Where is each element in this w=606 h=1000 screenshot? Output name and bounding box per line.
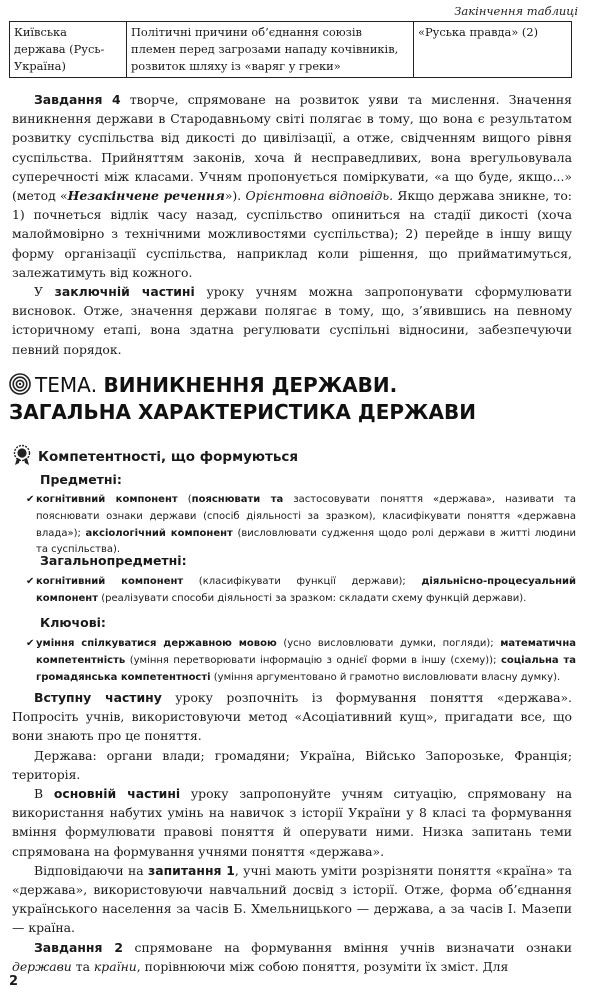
term: математична компетентність: [36, 638, 576, 666]
task4-text-2: »).: [224, 188, 246, 204]
text: застосовувати поняття «держава», називати та пояснювати ознаки держави (спосіб діяльності за зразком), класифікувати поняття «державна влада»);: [36, 494, 576, 539]
text-lower: [12, 688, 572, 976]
task2-text-3: , порівнюючи між собою поняття, розуміти їх зміст. Для: [136, 958, 509, 974]
text: (класифікувати функції держави);: [183, 576, 422, 587]
task4-text: творче, спрямоване на розвиток уяви та мислення. Значення виникнення держави в Стародавньому світі полягає в тому, що вона є результатом розвитку суспільства від дикості до цивілізації, а отже, свідченням вищого рівня суспільства. Прийняттям законів, хоча й несправедливих, вона врегульовувала суперечності між класами. Учням пропонується поміркувати, «а що буде, якщо...» (метод «: [12, 92, 572, 204]
term: когнітивний компонент: [36, 576, 184, 587]
text: (усно висловлювати думки, погляди);: [276, 638, 501, 649]
topic-line-2: ЗАГАЛЬНА ХАРАКТЕРИСТИКА ДЕРЖАВИ: [9, 400, 476, 424]
paragraph-question1: [12, 861, 572, 938]
spiral-icon: [9, 373, 31, 395]
subject-competencies-label: Предметні:: [40, 472, 122, 487]
intro-lead: Вступну частину: [34, 690, 162, 705]
table-cell-source: «Руська правда» (2): [414, 22, 572, 78]
main-lead: основній частині: [53, 786, 181, 802]
subject-competencies-item: [26, 492, 577, 559]
paragraph-intro: [12, 688, 572, 746]
term: пояснювати та: [191, 494, 284, 505]
text: (уміння аргументовано й грамотно висловлювати власну думку).: [210, 671, 561, 683]
task2-text: спрямоване на формування вміння учнів визначати ознаки: [123, 939, 572, 955]
text: (висловлювати судження щодо ролі держави в житті людини та суспільства).: [36, 527, 577, 556]
term: аксіологічний компонент: [85, 527, 233, 539]
task2-text-2: та: [71, 958, 94, 974]
competencies-heading-text: Компетентності, що формуються: [38, 449, 299, 465]
check-icon: ✔: [26, 494, 35, 505]
q1-pre: Відповідаючи на: [34, 862, 149, 878]
term: когнітивний компонент: [36, 494, 178, 505]
topic-label: ТЕМА.: [35, 373, 98, 397]
conclusion-text: уроку учням можна запропонувати сформулювати висновок. Отже, значення держави полягає в тому, що, з’явившись на певному історичному етапі, вона здатна регулювати суспільні відносини, забезпечуючи певний порядок.: [12, 284, 572, 357]
general-competencies-item: [26, 574, 576, 608]
term-country: країни: [93, 958, 137, 974]
page-number: 2: [9, 974, 19, 989]
task2-lead: Завдання 2: [34, 939, 123, 955]
paragraph-main: [12, 784, 572, 861]
table-cell-state: Київська держава (Русь-Україна): [10, 22, 127, 78]
intro-text: уроку розпочніть із формування поняття «держава». Попросіть учнів, використовуючи метод «Асоціативний кущ», пригадати все, що вони знають про це поняття.: [12, 690, 572, 744]
competencies-heading: [12, 444, 298, 466]
main-pre: В: [34, 786, 54, 802]
topic-line-1: ВИНИКНЕННЯ ДЕРЖАВИ.: [103, 373, 398, 397]
text-upper: [12, 90, 572, 359]
paragraph-task4: [12, 90, 572, 282]
table-row: [10, 22, 572, 78]
text: (уміння перетворювати інформацію з однієї форми в іншу (схему));: [125, 654, 501, 666]
term: уміння спілкуватися державною мовою: [36, 638, 277, 649]
paragraph-task2: [12, 938, 572, 976]
q1-lead: запитання 1: [148, 862, 235, 878]
paragraph-conclusion: [12, 282, 572, 359]
table-cell-reasons: Політичні причини об’єднання союзів племен перед загрозами нападу кочівників, розвиток шляху із «варяг у греки»: [127, 22, 414, 78]
check-icon: ✔: [26, 638, 35, 649]
term: соціальна та громадянська компетентності: [36, 654, 576, 683]
term-state: держави: [12, 958, 72, 974]
check-icon: ✔: [26, 576, 35, 587]
text: (: [177, 494, 192, 505]
topic-title: [9, 372, 579, 426]
q1-text: , учні мають уміти розрізняти поняття «країна» та «держава», використовуючи навчальний досвід з історії. Отже, форма об’єднання українського населення за часів Б. Хмельницького — держава, а за часів І. Мазепи — країна.: [12, 862, 572, 936]
table-continuation-label: Закінчення таблиці: [454, 4, 578, 18]
text: (реалізувати способи діяльності за зразком: складати схему функцій держави).: [98, 592, 527, 604]
main-text: уроку запропонуйте учням ситуацію, спрямовану на використання набутих умінь на навичок з історії України у 8 класі та формування вміння формулювати правові поняття й оперувати ними. Низка запитань теми спрямована на формування учнями поняття «держава».: [12, 786, 572, 859]
method-name: Незакінчене речення: [67, 188, 225, 204]
general-competencies-label: Загальнопредметні:: [40, 553, 187, 568]
answer-label: Орієнтовна відповідь.: [245, 188, 394, 204]
conclusion-lead: заключній частині: [54, 284, 195, 300]
medal-icon: [12, 444, 32, 466]
task4-text-3: Якщо держава зникне, то: 1) почнеться відлік часу назад, суспільство опиниться на стадії дикості (хоча малоймовірно з технічними можливостями суспільства); 2) перейде в іншу вищу форму організації суспільства, наприклад коли рішення, що прийматимуться, залежатимуть від кожного.: [12, 188, 572, 280]
key-competencies-label: Ключові:: [40, 615, 106, 630]
conclusion-pre: У: [34, 284, 55, 300]
table-end: [9, 21, 572, 78]
paragraph-associations: Держава: органи влади; громадяни; Україна, Військо Запорозьке, Франція; територія.: [12, 747, 572, 782]
key-competencies-item: [26, 636, 576, 686]
task4-lead: Завдання 4: [34, 92, 121, 107]
term: діяльнісно-процесуальний компонент: [36, 576, 576, 604]
